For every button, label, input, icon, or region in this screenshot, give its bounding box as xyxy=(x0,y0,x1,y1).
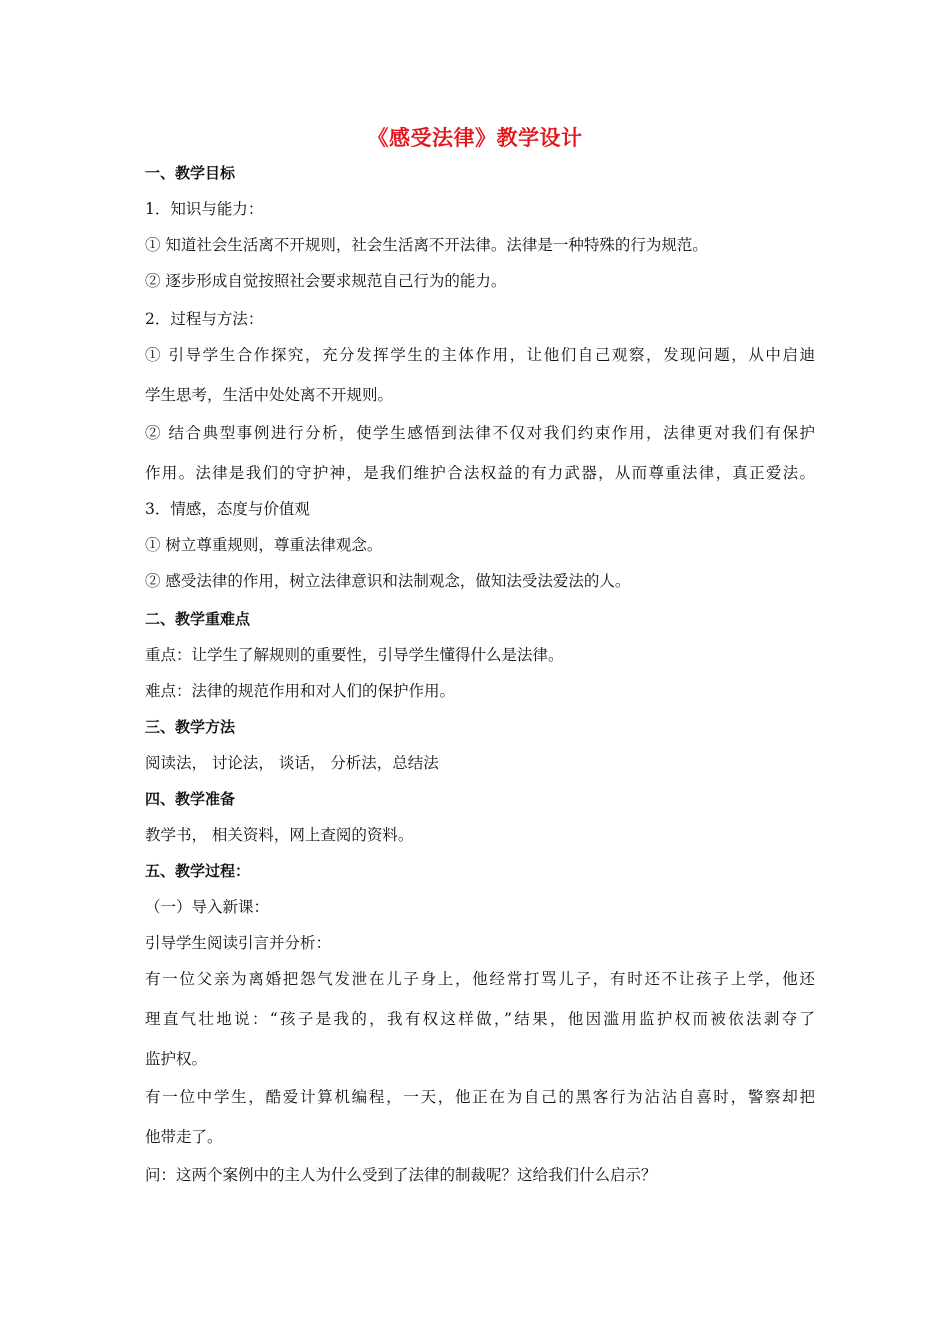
list-item-continuation: 学生思考，生活中处处离不开规则。 xyxy=(145,386,394,404)
list-item: ① 知道社会生活离不开规则，社会生活离不开法律。法律是一种特殊的行为规范。 xyxy=(145,236,708,254)
paragraph: 教学书， 相关资料，网上查阅的资料。 xyxy=(145,826,414,844)
subheading-process: 2．过程与方法： xyxy=(145,310,264,328)
list-item: ① 引导学生合作探究，充分发挥学生的主体作用，让他们自己观察，发现问题，从中启迪 xyxy=(145,346,815,364)
paragraph-continuation: 他带走了。 xyxy=(145,1128,223,1146)
list-item-continuation: 作用。法律是我们的守护神，是我们维护合法权益的有力武器，从而尊重法律，真正爱法。 xyxy=(145,464,815,482)
section-heading-goals: 一、教学目标 xyxy=(145,164,236,182)
paragraph: 重点：让学生了解规则的重要性，引导学生懂得什么是法律。 xyxy=(145,646,564,664)
paragraph-continuation: 理直气壮地说：“孩子是我的，我有权这样做，”结果，他因滥用监护权而被依法剥夺了 xyxy=(145,1010,815,1028)
paragraph: 引导学生阅读引言并分析： xyxy=(145,934,332,952)
section-heading-process: 五、教学过程： xyxy=(145,862,251,880)
paragraph: 难点：法律的规范作用和对人们的保护作用。 xyxy=(145,682,456,700)
subheading-knowledge: 1．知识与能力： xyxy=(145,200,264,218)
paragraph: 问：这两个案例中的主人为什么受到了法律的制裁呢？这给我们什么启示？ xyxy=(145,1166,657,1184)
subheading-intro: （一）导入新课： xyxy=(145,898,270,916)
section-heading-methods: 三、教学方法 xyxy=(145,718,236,736)
subheading-attitude: 3．情感，态度与价值观 xyxy=(145,500,310,518)
document-title: 《感受法律》教学设计 xyxy=(367,125,583,150)
paragraph: 有一位父亲为离婚把怨气发泄在儿子身上，他经常打骂儿子，有时还不让孩子上学，他还 xyxy=(145,970,815,988)
paragraph: 有一位中学生，酷爱计算机编程，一天，他正在为自己的黑客行为沾沾自喜时，警察却把 xyxy=(145,1088,815,1106)
list-item: ① 树立尊重规则，尊重法律观念。 xyxy=(145,536,383,554)
list-item: ② 逐步形成自觉按照社会要求规范自己行为的能力。 xyxy=(145,272,507,290)
section-heading-key-points: 二、教学重难点 xyxy=(145,610,251,628)
section-heading-preparation: 四、教学准备 xyxy=(145,790,236,808)
paragraph-continuation: 监护权。 xyxy=(145,1050,208,1068)
list-item: ② 感受法律的作用，树立法律意识和法制观念，做知法受法爱法的人。 xyxy=(145,572,631,590)
list-item: ② 结合典型事例进行分析，使学生感悟到法律不仅对我们约束作用，法律更对我们有保护 xyxy=(145,424,815,442)
paragraph: 阅读法， 讨论法， 谈话， 分析法，总结法 xyxy=(145,754,439,772)
